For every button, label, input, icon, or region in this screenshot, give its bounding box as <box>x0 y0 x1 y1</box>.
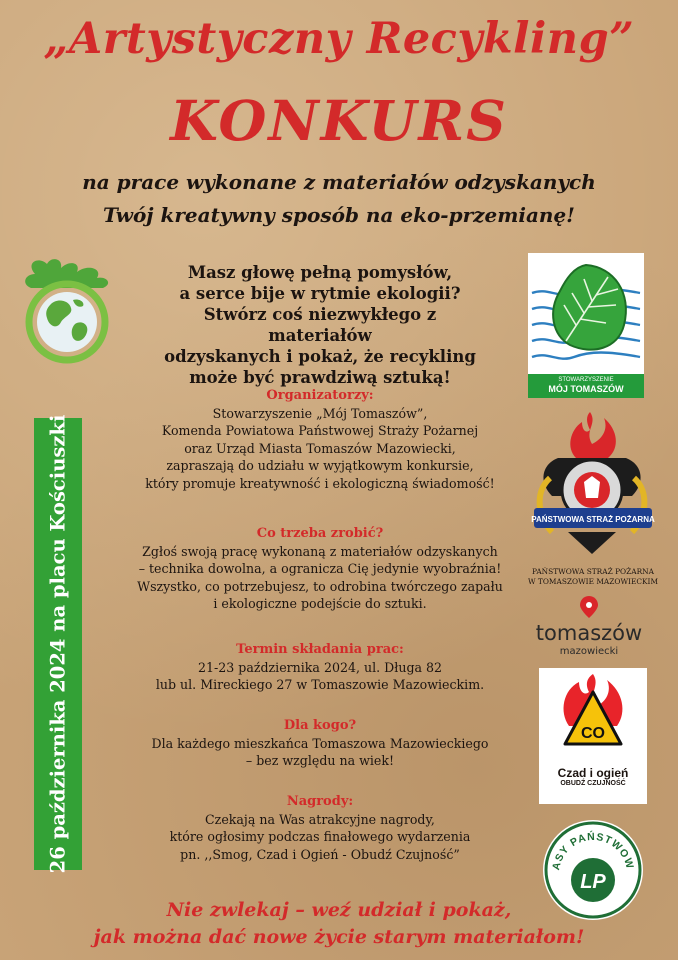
czad-name: Czad i ogień <box>557 766 629 780</box>
moj-tomaszow-small: STOWARZYSZENIE <box>558 377 614 383</box>
psp-caption-line: W TOMASZOWIE MAZOWIECKIM <box>527 577 659 586</box>
eco-globe-icon <box>17 252 117 364</box>
intro-line: Masz głowę pełną pomysłów, <box>187 263 453 282</box>
section-organizers <box>120 387 520 492</box>
date-banner-text: 26 października 2024 na placu Kościuszki <box>46 414 70 874</box>
section-heading: Dla kogo? <box>283 718 357 733</box>
poster-title: „Artystyczny Recykling” <box>43 14 635 64</box>
section-line: – bez względu na wiek! <box>245 753 395 768</box>
intro-line: odzyskanych i pokaż, że recykling <box>164 347 476 366</box>
psp-caption-line: PAŃSTWOWA STRAŻ POŻARNA <box>532 567 654 576</box>
lasy-ring-text: ASY PAŃSTWOW <box>550 830 636 872</box>
tomaszow-sub: mazowiecki <box>559 646 619 657</box>
lasy-panstwowe-logo <box>541 818 645 922</box>
co-symbol: CO <box>581 725 605 742</box>
date-banner <box>34 414 82 874</box>
intro-text <box>150 262 490 388</box>
section-line: Wszystko, co potrzebujesz, to odrobina twórczego zapału <box>137 578 503 594</box>
section-line: Czekają na Was atrakcyjne nagrody, <box>205 811 435 827</box>
section-line: 21-23 października 2024, ul. Długa 82 <box>197 659 443 675</box>
section-line: Komenda Powiatowa Państwowej Straży Pożarnej <box>161 423 479 438</box>
section-deadline <box>120 641 520 694</box>
closing-line: Nie zwlekaj – weź udział i pokaż, <box>166 899 512 921</box>
section-what-to-do <box>120 525 520 613</box>
intro-line: a serce bije w rytmie ekologii? <box>179 284 461 303</box>
section-heading: Nagrody: <box>286 794 354 809</box>
moj-tomaszow-logo <box>528 253 644 398</box>
section-line: Stowarzyszenie „Mój Tomaszów”, <box>212 405 428 421</box>
section-line: oraz Urząd Miasta Tomaszów Mazowiecki, <box>184 440 456 456</box>
section-line: lub ul. Mireckiego 27 w Tomaszowie Mazowieckim. <box>155 677 485 692</box>
intro-line: może być prawdziwą sztuką! <box>189 368 451 387</box>
tagline-materials: na prace wykonane z materiałów odzyskanych <box>82 170 596 194</box>
section-line: który promuje kreatywność i ekologiczną świadomość! <box>145 475 495 491</box>
section-heading: Organizatorzy: <box>266 388 374 403</box>
psp-band-text: PAŃSTWOWA STRAŻ POŻARNA <box>531 515 655 524</box>
psp-caption <box>522 567 664 587</box>
section-line: zapraszają do udziału w wyjątkowym konkursie, <box>166 458 474 473</box>
intro-line: Stwórz coś niezwykłego z materiałów <box>203 305 437 345</box>
section-heading: Co trzeba zrobić? <box>256 526 384 541</box>
section-heading: Termin składania prac: <box>236 642 404 657</box>
moj-tomaszow-band <box>528 374 644 398</box>
tomaszow-city-logo <box>528 596 650 658</box>
section-line: i ekologiczne podejście do sztuki. <box>213 596 427 611</box>
poster-subtitle: KONKURS <box>170 88 508 153</box>
tagline-eco: Twój kreatywny sposób na eko-przemianę! <box>103 203 575 227</box>
lasy-mark: LP <box>580 871 606 893</box>
section-line: – technika dowolna, a ogranicza Cię jedynie wyobraźnia! <box>138 561 502 576</box>
closing-line: jak można dać nowe życie starym materiałom! <box>93 926 585 948</box>
czad-tagline: OBUDŹ CZUJNOŚĆ <box>560 780 626 787</box>
section-for-whom <box>120 717 520 770</box>
fire-brigade-emblem-icon <box>528 408 658 586</box>
section-line: Zgłoś swoją pracę wykonaną z materiałów odzyskanych <box>142 543 498 559</box>
section-line: pn. ,,Smog, Czad i Ogień - Obudź Czujność” <box>180 846 460 862</box>
tomaszow-name: tomaszów <box>535 621 643 645</box>
section-prizes <box>120 793 520 863</box>
moj-tomaszow-name: MÓJ TOMASZÓW <box>548 384 624 394</box>
section-line: Dla każdego mieszkańca Tomaszowa Mazowieckiego <box>151 735 489 751</box>
czad-caption <box>539 766 647 787</box>
section-line: które ogłosimy podczas finałowego wydarzenia <box>169 829 471 844</box>
